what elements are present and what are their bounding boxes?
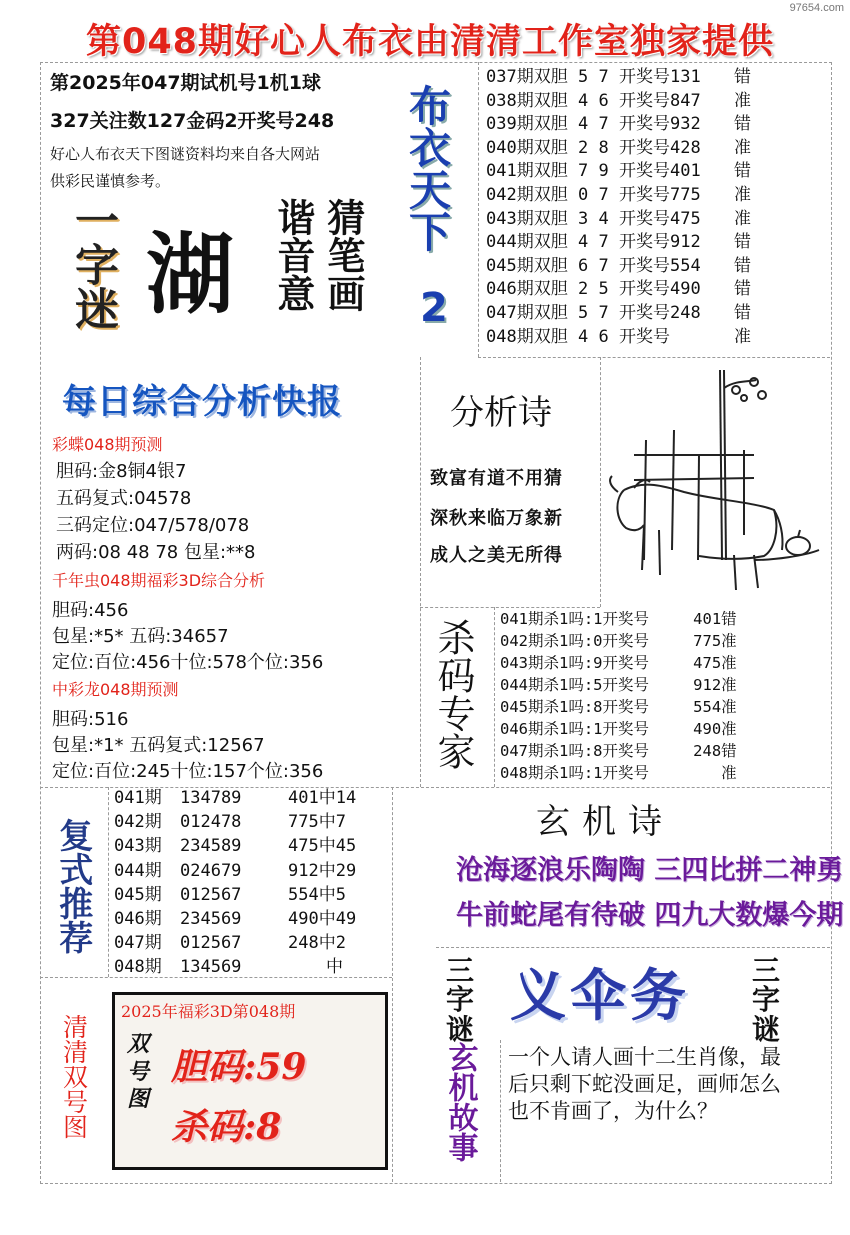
zhongcai-ding: 定位:百位:245十位:157个位:356 — [52, 761, 324, 782]
brand-vertical: 布衣天下 — [403, 84, 452, 252]
kill-row — [500, 608, 737, 630]
history-issue: 047期双胆 — [486, 302, 568, 323]
history-dan-2: 6 — [598, 326, 609, 347]
history-draw: 开奖号490 — [618, 279, 701, 300]
history-dan-2: 4 — [598, 208, 609, 229]
history-draw: 开奖号932 — [618, 114, 701, 135]
fushi-issue: 044期 — [114, 860, 162, 881]
kill-row — [500, 630, 737, 652]
fushi-result: 554中5 — [288, 884, 346, 905]
fushi-result: 775中7 — [288, 812, 346, 833]
divider — [600, 357, 601, 607]
history-row — [486, 255, 751, 279]
history-draw: 开奖号912 — [618, 232, 701, 253]
history-row — [486, 66, 751, 90]
riddle-big-char: 湖 — [146, 222, 235, 326]
history-row — [486, 231, 751, 255]
history-dan-1: 0 — [577, 184, 589, 205]
kill-result: 准 — [721, 676, 737, 694]
kill-row — [500, 740, 737, 762]
history-dan-1: 4 — [577, 232, 589, 253]
history-issue: 038期双胆 — [486, 90, 568, 111]
xuanji-title: 玄机诗 — [536, 802, 674, 842]
history-result: 错 — [733, 232, 751, 253]
disclaimer-line-1: 好心人布衣天下图谜资料均来自各大网站 — [50, 145, 321, 163]
history-row — [486, 326, 751, 350]
fushi-result: 401中14 — [288, 788, 357, 808]
kill-row — [500, 696, 737, 718]
fushi-issue: 047期 — [114, 933, 162, 954]
story-text: 一个人请人画十二生肖像，最后只剩下蛇没画足，画师怎么也不肯画了，为什么？ — [508, 1045, 781, 1123]
poem-line: 成人之美无所得 — [430, 545, 563, 566]
double-box-title: 2025年福彩3D第048期 — [121, 1002, 296, 1021]
history-dan-2: 7 — [598, 302, 609, 323]
kill-label: 杀码专家 — [431, 618, 476, 770]
history-dan-2: 7 — [598, 232, 609, 253]
fushi-numbers: 012567 — [180, 884, 242, 905]
history-result: 错 — [733, 67, 751, 87]
divider — [436, 947, 830, 948]
history-dan-1: 4 — [577, 90, 589, 111]
history-issue: 045期双胆 — [486, 255, 568, 276]
kill-issue: 047期杀1吗: — [500, 742, 594, 760]
divider — [500, 1040, 501, 1182]
kill-row — [500, 762, 737, 784]
history-issue: 043期双胆 — [486, 208, 568, 229]
history-draw: 开奖号554 — [618, 255, 701, 276]
poem-line: 深秋来临万象新 — [430, 508, 563, 529]
history-draw: 开奖号775 — [618, 184, 701, 205]
kill-number: 8开奖号 — [593, 742, 650, 760]
xuanji-line-2: 牛前蛇尾有待破 四九大数爆今期 — [456, 900, 844, 931]
history-dan-2: 7 — [598, 184, 609, 205]
history-draw: 开奖号 — [618, 326, 670, 347]
history-row — [486, 302, 751, 326]
history-issue: 048期双胆 — [486, 326, 568, 347]
divider — [478, 62, 479, 357]
kill-result: 准 — [721, 654, 737, 672]
fushi-row — [114, 883, 416, 907]
history-dan-1: 6 — [577, 255, 589, 276]
fushi-history — [114, 786, 416, 980]
caidie-title: 彩蝶048期预测 — [52, 435, 163, 454]
history-row — [486, 208, 751, 232]
kill-issue: 043期杀1吗: — [500, 654, 594, 672]
kill-draw: 775 — [693, 632, 722, 650]
fushi-row — [114, 786, 416, 810]
kill-issue: 046期杀1吗: — [500, 720, 594, 738]
history-issue: 040期双胆 — [486, 137, 568, 158]
zhongcai-dan: 胆码:516 — [52, 709, 129, 730]
caidie-dan: 胆码:金8铜4银7 — [56, 461, 187, 482]
fushi-numbers: 012567 — [180, 933, 242, 954]
kill-row — [500, 652, 737, 674]
history-result: 错 — [733, 255, 751, 276]
history-dan-1: 3 — [577, 208, 589, 229]
watermark: 97654.com — [789, 2, 844, 14]
page-title: 第048期好心人布衣由清清工作室独家提供 — [85, 22, 775, 62]
fushi-result: 490中49 — [288, 909, 357, 930]
double-dan-history — [486, 66, 751, 349]
double-box-dan: 胆码:59 — [171, 1046, 307, 1088]
history-dan-1: 4 — [577, 114, 589, 135]
divider — [494, 607, 495, 787]
kill-issue: 048期杀1吗: — [500, 764, 594, 782]
kill-draw: 554 — [693, 698, 722, 716]
divider — [108, 787, 109, 977]
caidie-liangma: 两码:08 48 78 包星:**8 — [56, 542, 256, 563]
kill-issue: 044期杀1吗: — [500, 676, 594, 694]
riddle3-right-label: 三字谜 — [752, 954, 781, 1046]
double-box-sha: 杀码:8 — [171, 1106, 282, 1148]
kill-draw: 248 — [693, 742, 722, 760]
caidie-sanma: 三码定位:047/578/078 — [56, 515, 250, 536]
history-issue: 041期双胆 — [486, 161, 568, 182]
kill-number: 1开奖号 — [593, 764, 650, 782]
fushi-row — [114, 810, 416, 834]
xuanji-line-1: 沧海逐浪乐陶陶 三四比拼二神勇 — [456, 855, 844, 886]
qiannian-ding: 定位:百位:456十位:578个位:356 — [52, 652, 324, 673]
riddle-hint-1: 猜笔画 — [320, 198, 365, 312]
kill-draw: 475 — [693, 654, 722, 672]
kill-row — [500, 718, 737, 740]
history-dan-1: 4 — [577, 326, 589, 347]
fushi-numbers: 234589 — [180, 836, 242, 857]
poem-title: 分析诗 — [450, 393, 552, 433]
kill-draw: 401 — [693, 610, 722, 628]
kill-issue: 045期杀1吗: — [500, 698, 594, 716]
history-result: 错 — [733, 161, 751, 182]
story-label: 玄机故事 — [442, 1042, 478, 1162]
history-dan-2: 7 — [598, 114, 609, 135]
history-issue: 046期双胆 — [486, 279, 568, 300]
riddle3-left-label: 三字谜 — [446, 954, 475, 1046]
history-result: 准 — [733, 137, 751, 158]
history-row — [486, 113, 751, 137]
double-box-side-label: 双号图 — [127, 1032, 150, 1112]
fushi-result: 中 — [326, 957, 343, 978]
fushi-result: 912中29 — [288, 860, 357, 881]
fushi-result: 248中2 — [288, 933, 346, 954]
kill-number: 0开奖号 — [593, 632, 650, 650]
history-draw: 开奖号131 — [618, 67, 701, 87]
kill-draw: 490 — [693, 720, 722, 738]
fushi-row — [114, 955, 416, 979]
kill-row — [500, 674, 737, 696]
fushi-row — [114, 907, 416, 931]
history-draw: 开奖号248 — [618, 302, 701, 323]
history-dan-1: 5 — [577, 67, 589, 87]
shuanghao-label: 清清双号图 — [59, 1014, 89, 1139]
fushi-issue: 046期 — [114, 909, 162, 930]
history-draw: 开奖号847 — [618, 90, 701, 111]
zhongcai-title: 中彩龙048期预测 — [52, 680, 179, 699]
kill-result: 准 — [721, 698, 737, 716]
kill-number: 1开奖号 — [593, 610, 650, 628]
fushi-issue: 045期 — [114, 884, 162, 905]
fushi-numbers: 134789 — [180, 788, 242, 808]
history-dan-1: 5 — [577, 302, 589, 323]
divider — [420, 357, 421, 787]
history-draw: 开奖号428 — [618, 137, 701, 158]
fushi-row — [114, 834, 416, 858]
riddle3-main: 义伞务 — [510, 963, 690, 1029]
fushi-label: 复式推荐 — [52, 818, 93, 954]
fushi-issue: 042期 — [114, 812, 162, 833]
fushi-result: 475中45 — [288, 836, 357, 857]
history-row — [486, 137, 751, 161]
history-dan-2: 5 — [598, 279, 609, 300]
history-draw: 开奖号475 — [618, 208, 701, 229]
fushi-row — [114, 859, 416, 883]
fushi-row — [114, 931, 416, 955]
history-draw: 开奖号401 — [618, 161, 701, 182]
history-issue: 039期双胆 — [486, 114, 568, 135]
zhongcai-bao: 包星:*1* 五码复式:12567 — [52, 735, 265, 756]
kill-result: 错 — [721, 742, 737, 760]
history-dan-2: 8 — [598, 137, 609, 158]
daily-banner: 每日综合分析快报 — [62, 382, 342, 422]
kill-result: 准 — [721, 632, 737, 650]
history-result: 准 — [733, 90, 751, 111]
kill-result: 准 — [721, 720, 737, 738]
kill-number: 5开奖号 — [593, 676, 650, 694]
history-result: 准 — [733, 208, 751, 229]
history-result: 错 — [733, 279, 751, 300]
trial-line-1: 第2025年047期试机号1机1球 — [50, 72, 321, 94]
double-number-box — [112, 992, 388, 1170]
history-dan-2: 9 — [598, 161, 609, 182]
history-dan-1: 2 — [577, 279, 589, 300]
history-result: 准 — [733, 326, 751, 347]
fushi-numbers: 024679 — [180, 860, 242, 881]
fushi-issue: 048期 — [114, 957, 162, 978]
caidie-wuma: 五码复式:04578 — [56, 488, 192, 509]
kill-result: 错 — [721, 610, 737, 628]
history-result: 错 — [733, 302, 751, 323]
divider — [478, 357, 830, 358]
kill-result: 准 — [721, 764, 737, 782]
fushi-numbers: 234569 — [180, 909, 242, 930]
poem-line: 致富有道不用猜 — [430, 468, 563, 489]
history-dan-2: 7 — [598, 255, 609, 276]
kill-number: 1开奖号 — [593, 720, 650, 738]
kill-issue: 042期杀1吗: — [500, 632, 594, 650]
history-dan-1: 7 — [577, 161, 589, 182]
qiannian-dan: 胆码:456 — [52, 600, 129, 621]
history-row — [486, 278, 751, 302]
fushi-numbers: 012478 — [180, 812, 242, 833]
history-dan-2: 6 — [598, 90, 609, 111]
qiannian-bao: 包星:*5* 五码:34657 — [52, 626, 229, 647]
kill-issue: 041期杀1吗: — [500, 610, 594, 628]
kill-history — [500, 608, 737, 784]
fushi-issue: 041期 — [114, 788, 162, 808]
history-result: 准 — [733, 184, 751, 205]
history-issue: 042期双胆 — [486, 184, 568, 205]
history-result: 错 — [733, 114, 751, 135]
history-row — [486, 90, 751, 114]
history-issue: 037期双胆 — [486, 67, 568, 87]
kill-number: 8开奖号 — [593, 698, 650, 716]
history-dan-2: 7 — [598, 67, 609, 87]
history-dan-1: 2 — [577, 137, 589, 158]
kill-number: 9开奖号 — [593, 654, 650, 672]
history-row — [486, 160, 751, 184]
riddle-hint-2: 谐音意 — [270, 198, 315, 312]
history-issue: 044期双胆 — [486, 232, 568, 253]
fushi-numbers: 134569 — [180, 957, 242, 978]
history-row — [486, 184, 751, 208]
kill-draw: 912 — [693, 676, 722, 694]
trial-line-2: 327关注数127金码2开奖号248 — [50, 110, 335, 132]
riddle-label: 一字迷 — [67, 198, 118, 330]
fushi-issue: 043期 — [114, 836, 162, 857]
disclaimer-line-2: 供彩民谨慎参考。 — [50, 172, 171, 190]
ox-illustration — [604, 360, 826, 600]
brand-number: 2 — [420, 285, 448, 331]
qiannian-title: 千年虫048期福彩3D综合分析 — [52, 571, 266, 590]
